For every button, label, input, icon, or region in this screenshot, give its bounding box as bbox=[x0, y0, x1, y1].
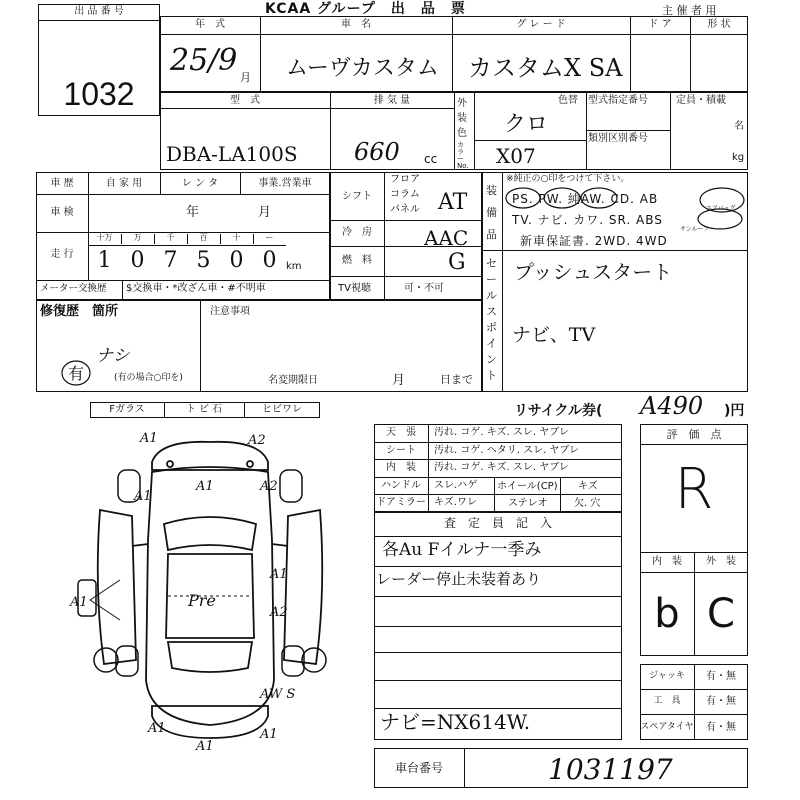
tool-value: 有・無 bbox=[706, 696, 736, 708]
condition-row-options: スレ.ハゲ bbox=[434, 479, 478, 491]
mark-a1-7: A1 bbox=[260, 727, 278, 742]
equipment-row3: 新車保証書. 2WD. 4WD bbox=[520, 234, 668, 248]
organizer-label: 主 催 者 用 bbox=[662, 4, 717, 17]
ac-label: 冷 房 bbox=[342, 227, 372, 238]
color-side-label: 外装色 bbox=[457, 98, 467, 139]
condition-row-options: キズ.ワレ bbox=[434, 497, 477, 509]
tool-value: 有・無 bbox=[706, 671, 736, 682]
recycle-label: リサイクル券( bbox=[514, 403, 603, 419]
equipment-row1: PS. PW. 純AW. CD. AB bbox=[512, 192, 659, 206]
shift-option-column: コラム bbox=[390, 189, 420, 200]
tv-label: TV視聴 bbox=[338, 283, 371, 294]
mark-a1-1: A1 bbox=[140, 431, 158, 446]
grade-label: グ レ ー ド bbox=[516, 19, 566, 30]
interior-score: b bbox=[654, 591, 680, 637]
class-number-label: 類別区別番号 bbox=[588, 133, 648, 144]
inspection-month-unit: 月 bbox=[258, 205, 272, 220]
wheel-label: ホイール(CP) bbox=[497, 481, 558, 492]
equipment-side-label: 装備品 bbox=[486, 184, 497, 241]
shift-option-panel: パネル bbox=[390, 204, 420, 215]
model-value: DBA-LA100S bbox=[166, 142, 298, 166]
glass-f: Fガラス bbox=[109, 404, 145, 415]
color-value: クロ bbox=[504, 112, 549, 137]
sales-point-line1: プッシュスタート bbox=[514, 260, 673, 284]
mileage-digit: 1 bbox=[97, 248, 112, 273]
tool-value: 有・無 bbox=[706, 721, 736, 733]
mark-a1-3: A1 bbox=[134, 489, 152, 504]
notice-label: 注意事項 bbox=[210, 306, 250, 317]
deadline-day-unit: 日まで bbox=[440, 373, 473, 386]
mileage-digit-header: 十 bbox=[232, 233, 241, 242]
mileage-digit-header: ー bbox=[265, 233, 274, 242]
model-label: 型 式 bbox=[230, 95, 260, 106]
condition-row-label: ハンドル bbox=[381, 479, 421, 491]
mileage-digit: 5 bbox=[196, 248, 211, 273]
deadline-month-unit: 月 bbox=[392, 373, 406, 388]
mark-a1-2: A1 bbox=[196, 479, 214, 494]
rental-label: レ ン タ bbox=[181, 178, 219, 189]
mileage-digit: 7 bbox=[163, 248, 178, 273]
stereo-label: ステレオ bbox=[508, 498, 548, 509]
exterior-label: 外 装 bbox=[706, 556, 736, 567]
mark-a2-3: A2 bbox=[270, 605, 288, 620]
mark-a1-6: A1 bbox=[148, 721, 166, 736]
mileage-digit: 0 bbox=[130, 248, 145, 273]
shape-label: 形 状 bbox=[707, 19, 731, 30]
repair-handwritten: ナシ bbox=[96, 346, 130, 366]
car-name-label: 車 名 bbox=[341, 19, 371, 30]
sunroof-note: サンルーフ bbox=[680, 226, 710, 233]
inspection-year-unit: 年 bbox=[186, 205, 200, 220]
repair-value: 有 bbox=[68, 364, 85, 383]
car-history-label: 車 歴 bbox=[50, 178, 74, 189]
lot-number-label: 出 品 番 号 bbox=[74, 6, 124, 17]
chassis-label: 車台番号 bbox=[394, 761, 443, 775]
repair-circle bbox=[60, 357, 94, 387]
condition-row-label: ドアミラー bbox=[376, 497, 426, 509]
capacity-label: 定員・積載 bbox=[676, 95, 726, 106]
year-label: 年 式 bbox=[195, 19, 225, 30]
year-month-unit: 月 bbox=[240, 71, 251, 84]
car-diagram bbox=[60, 420, 360, 760]
doors-label: ド ア bbox=[648, 19, 672, 30]
repair-note: (有の場合○印を) bbox=[114, 373, 183, 383]
rating-overall: R bbox=[674, 457, 714, 522]
km-unit: km bbox=[286, 261, 302, 272]
condition-row-options: 汚れ. コゲ. キズ. スレ. ヤブレ bbox=[434, 462, 569, 474]
deadline-label: 名変期限日 bbox=[268, 375, 318, 386]
inspector-line1: 各Au Fイルナ一季み bbox=[382, 540, 542, 560]
type-designation-label: 型式指定番号 bbox=[588, 95, 648, 106]
exterior-score: C bbox=[707, 591, 735, 637]
meter-label: メーター交換歴 bbox=[40, 283, 107, 294]
color-no-label: カラーNo. bbox=[457, 141, 469, 170]
grade-value: カスタムX SA bbox=[468, 54, 623, 82]
mileage-digit-header: 万 bbox=[133, 233, 142, 242]
equipment-circles bbox=[482, 172, 748, 252]
shift-option-floor: フロア bbox=[390, 174, 420, 185]
mark-aw: AW S bbox=[260, 687, 296, 702]
mark-a2-1: A2 bbox=[248, 433, 266, 448]
private-label: 自 家 用 bbox=[105, 178, 143, 189]
lot-number: 1032 bbox=[63, 76, 135, 112]
condition-row-label: 内 装 bbox=[386, 462, 416, 474]
recycle-value: A490 bbox=[640, 392, 704, 420]
meter-options: $交換車・*改ざん車・#不明車 bbox=[126, 283, 266, 294]
chassis-value: 1031197 bbox=[548, 753, 673, 786]
wheel-value: キズ bbox=[578, 481, 598, 492]
fuel-value: G bbox=[448, 250, 466, 275]
capacity-unit: 名 bbox=[734, 121, 744, 132]
shift-label: シフト bbox=[342, 191, 372, 202]
condition-row-options: 汚れ. コゲ. キズ. スレ. ヤブレ bbox=[434, 427, 569, 438]
condition-row-label: 天 張 bbox=[386, 427, 416, 438]
mileage-digit-header: 十万 bbox=[96, 233, 113, 242]
fuel-label: 燃 料 bbox=[342, 255, 372, 266]
condition-row-label: シート bbox=[386, 444, 416, 456]
airbag-note: エアバッグ bbox=[706, 205, 736, 212]
equipment-note: ※純正の○印をつけて下さい。 bbox=[506, 174, 630, 184]
ac-value: AAC bbox=[424, 226, 469, 250]
roof-text: Pre bbox=[188, 591, 216, 610]
tool-label: スペアタイヤ bbox=[640, 721, 694, 732]
mark-a1-5: A1 bbox=[70, 595, 88, 610]
tool-label: ジャッキ bbox=[649, 671, 685, 681]
mark-a2-2: A2 bbox=[260, 479, 278, 494]
business-label: 事業.営業車 bbox=[258, 178, 312, 189]
mileage-digit: 0 bbox=[262, 248, 277, 273]
tv-options: 可・不可 bbox=[404, 283, 444, 294]
inspector-line2: レーダー停止未装着あり bbox=[376, 570, 542, 588]
displacement-value: 660 bbox=[354, 138, 400, 166]
inspector-line3: ナビ=NX614W. bbox=[380, 710, 531, 734]
cc-unit: cc bbox=[424, 152, 438, 166]
condition-row-options: 汚れ. コゲ. ヘタリ. スレ. ヤブレ bbox=[434, 444, 580, 456]
mileage-label: 走 行 bbox=[50, 249, 74, 260]
weight-unit: kg bbox=[732, 152, 745, 163]
equipment-row2: TV. ナビ. カワ. SR. ABS bbox=[512, 213, 663, 227]
inspector-title: 査 定 員 記 入 bbox=[443, 516, 552, 530]
recycle-unit: )円 bbox=[724, 403, 745, 419]
mileage-digit: 0 bbox=[229, 248, 244, 273]
sales-point-line2: ナビ、TV bbox=[512, 324, 596, 346]
stereo-value: 欠. 穴 bbox=[574, 498, 601, 509]
mileage-digit-header: 百 bbox=[199, 233, 208, 242]
inspection-label: 車 検 bbox=[50, 207, 74, 218]
header-title: KCAA グループ 出 品 票 bbox=[265, 1, 466, 17]
rating-label: 評 価 点 bbox=[666, 428, 722, 441]
sales-point-side-label: セールスポイント bbox=[486, 257, 497, 382]
color-no-value: X07 bbox=[496, 144, 536, 168]
interior-label: 内 装 bbox=[652, 556, 682, 567]
shift-value: AT bbox=[438, 190, 468, 215]
car-name-value: ムーヴカスタム bbox=[286, 56, 439, 81]
year-value: 25/9 bbox=[170, 43, 238, 78]
displacement-label: 排 気 量 bbox=[373, 95, 411, 106]
repair-label: 修復歴 箇所 bbox=[40, 304, 119, 319]
mark-a1-8: A1 bbox=[196, 739, 214, 754]
tool-label: 工 具 bbox=[653, 696, 681, 707]
glass-chip: ト ビ 石 bbox=[185, 404, 223, 415]
mileage-digit-header: 千 bbox=[166, 233, 175, 242]
color-change-label: 色替 bbox=[558, 95, 578, 106]
glass-crack: ヒビワレ bbox=[262, 404, 302, 415]
mark-a1-4: A1 bbox=[270, 567, 288, 582]
